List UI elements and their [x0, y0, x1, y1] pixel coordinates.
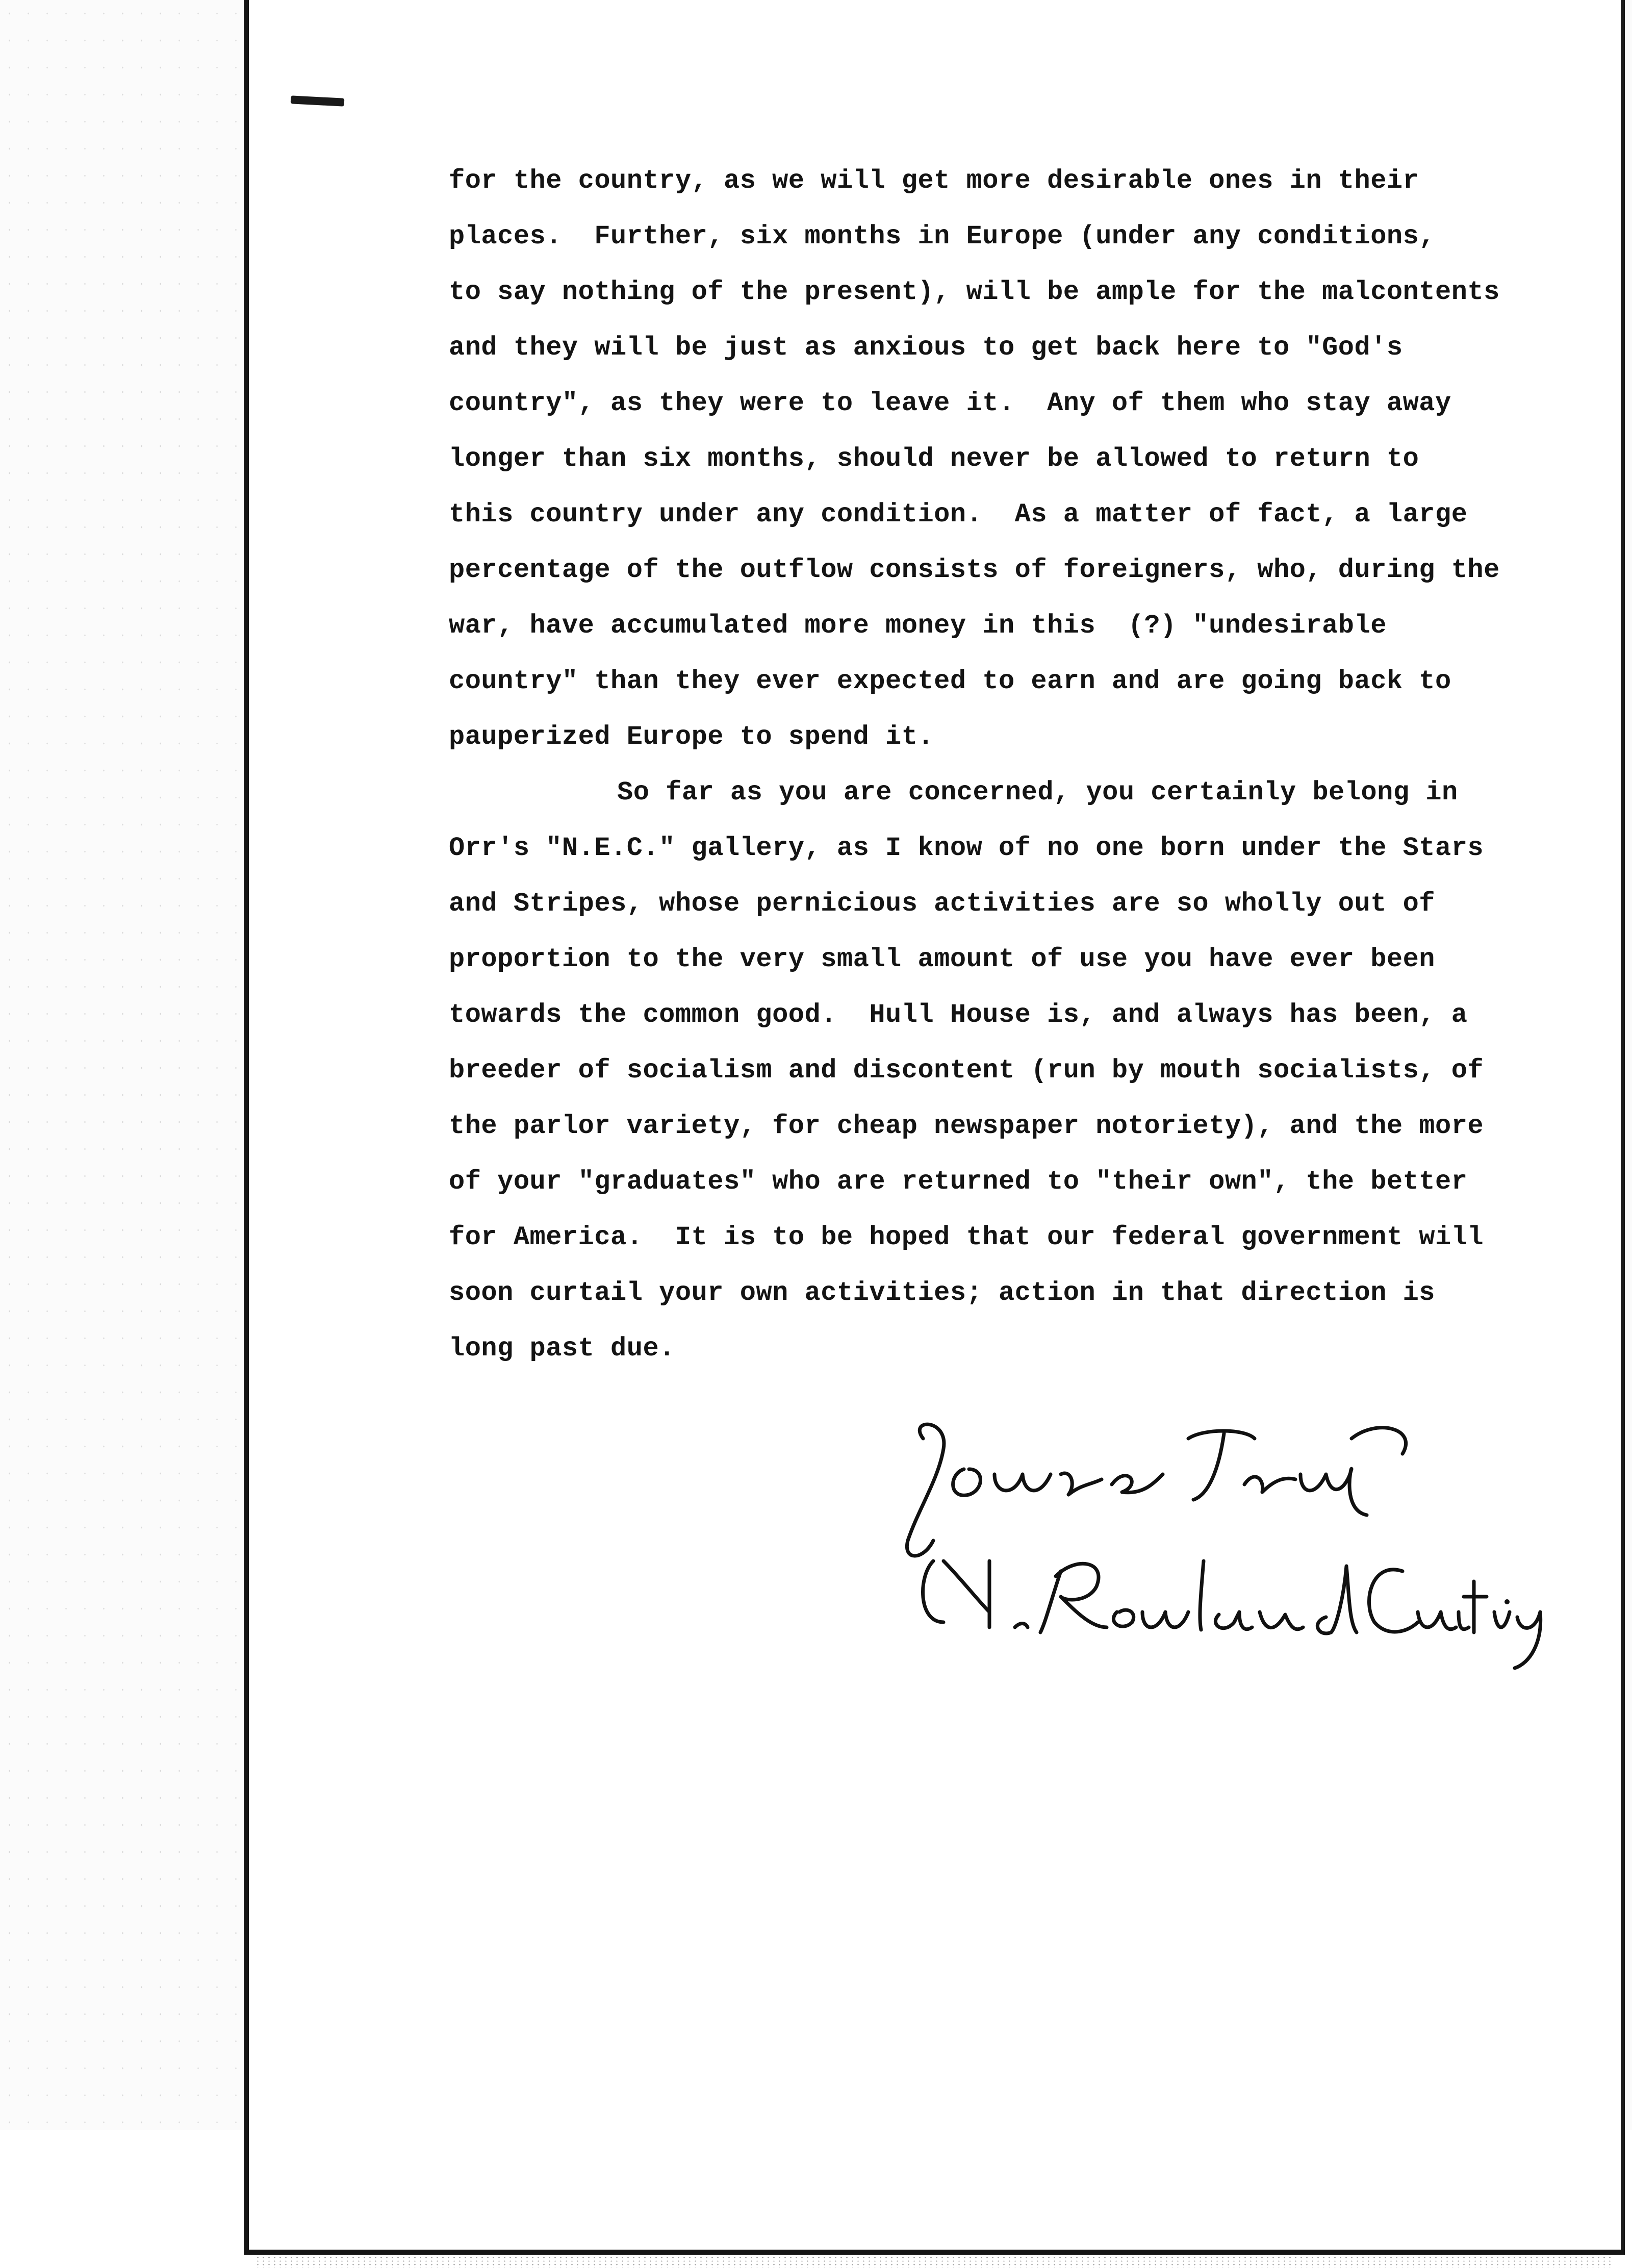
- page-edge-bottom: [244, 2250, 1625, 2255]
- body-line: the parlor variety, for cheap newspaper notoriety), and the more: [449, 1111, 1484, 1141]
- body-line: long past due.: [449, 1333, 675, 1364]
- body-line: soon curtail your own activities; action in that direction is: [449, 1278, 1436, 1308]
- body-line: of your "graduates" who are returned to "their own", the better: [449, 1167, 1468, 1197]
- body-line: places. Further, six months in Europe (under any conditions,: [449, 221, 1436, 251]
- body-line: pauperized Europe to spend it.: [449, 722, 934, 752]
- body-line: longer than six months, should never be allowed to return to: [449, 444, 1419, 474]
- margin-speckle: [0, 0, 240, 2130]
- body-line: and they will be just as anxious to get back here to "God's: [449, 333, 1403, 363]
- body-line: Orr's "N.E.C." gallery, as I know of no one born under the Stars: [449, 833, 1484, 863]
- page-edge-noise: [255, 2256, 1612, 2268]
- page-edge-right: [1621, 0, 1625, 2255]
- body-line: for the country, as we will get more desirable ones in their: [449, 166, 1419, 196]
- body-line: country", as they were to leave it. Any of them who stay away: [449, 388, 1451, 418]
- body-line: to say nothing of the present), will be ample for the malcontents: [449, 277, 1500, 307]
- body-line: country" than they ever expected to earn and are going back to: [449, 666, 1451, 696]
- page-edge-left: [244, 0, 249, 2255]
- body-line: war, have accumulated more money in this (?) "undesirable: [449, 611, 1387, 641]
- body-line: percentage of the outflow consists of foreigners, who, during the: [449, 555, 1500, 585]
- handwritten-signature: [887, 1408, 1550, 1673]
- body-line: towards the common good. Hull House is, and always has been, a: [449, 1000, 1468, 1030]
- body-line: and Stripes, whose pernicious activities are so wholly out of: [449, 889, 1436, 919]
- letter-body: [449, 153, 1510, 1376]
- body-line: for America. It is to be hoped that our federal government will: [449, 1222, 1484, 1252]
- body-line: this country under any condition. As a matter of fact, a large: [449, 499, 1468, 530]
- body-line: So far as you are concerned, you certainly belong in: [617, 777, 1458, 808]
- body-line: breeder of socialism and discontent (run by mouth socialists, of: [449, 1055, 1484, 1086]
- body-line: proportion to the very small amount of use you have ever been: [449, 944, 1436, 974]
